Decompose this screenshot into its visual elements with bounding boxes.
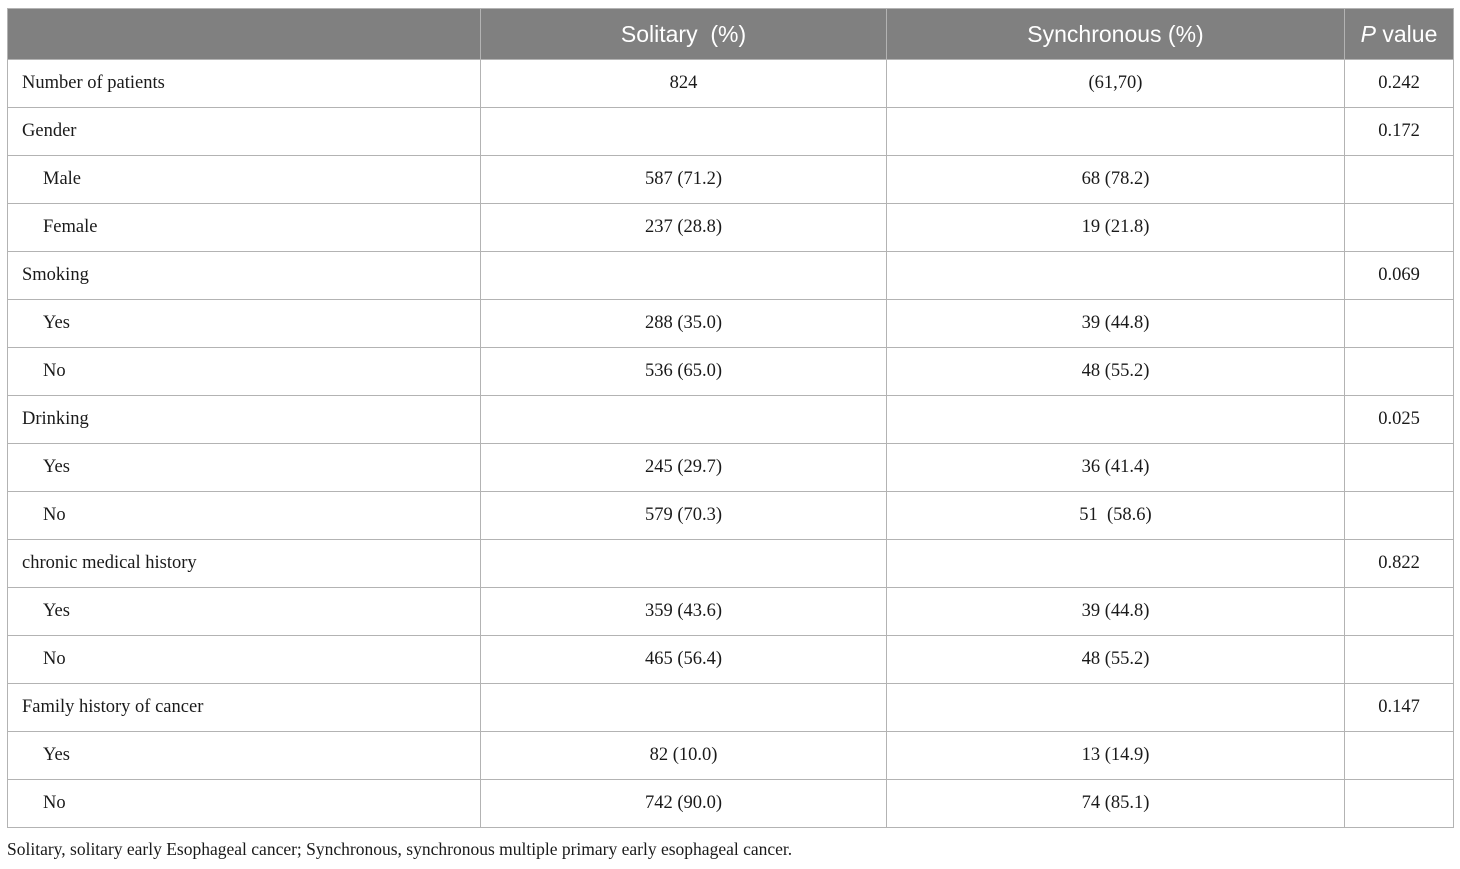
synchronous-value: 39 (44.8): [887, 588, 1345, 636]
p-value: [1345, 588, 1454, 636]
table-row: [8, 636, 1454, 684]
table-header: [8, 9, 1454, 60]
row-label: Drinking: [8, 396, 481, 444]
solitary-value: 579 (70.3): [481, 492, 887, 540]
solitary-value: 359 (43.6): [481, 588, 887, 636]
table-container: [7, 8, 1453, 860]
row-label: Family history of cancer: [8, 684, 481, 732]
table-row: [8, 684, 1454, 732]
synchronous-value: [887, 540, 1345, 588]
p-value: 0.822: [1345, 540, 1454, 588]
row-label: Female: [8, 204, 481, 252]
p-value: [1345, 780, 1454, 828]
table-body: [8, 60, 1454, 828]
solitary-value: 237 (28.8): [481, 204, 887, 252]
solitary-value: [481, 684, 887, 732]
p-value: 0.242: [1345, 60, 1454, 108]
p-value: [1345, 732, 1454, 780]
solitary-value: [481, 540, 887, 588]
synchronous-value: 39 (44.8): [887, 300, 1345, 348]
table-row: [8, 732, 1454, 780]
p-value: 0.069: [1345, 252, 1454, 300]
row-label: Yes: [8, 732, 481, 780]
p-value: 0.147: [1345, 684, 1454, 732]
row-label: Yes: [8, 300, 481, 348]
p-value: 0.172: [1345, 108, 1454, 156]
solitary-value: [481, 108, 887, 156]
row-label: No: [8, 348, 481, 396]
row-label: Yes: [8, 444, 481, 492]
synchronous-value: (61,70): [887, 60, 1345, 108]
header-synchronous: Synchronous (%): [887, 9, 1345, 60]
table-row: [8, 300, 1454, 348]
table-row: [8, 396, 1454, 444]
header-p-value: [1345, 9, 1454, 60]
header-row: [8, 9, 1454, 60]
header-p-suffix: value: [1375, 20, 1438, 47]
table-row: [8, 204, 1454, 252]
synchronous-value: 68 (78.2): [887, 156, 1345, 204]
p-value: [1345, 348, 1454, 396]
table-row: [8, 252, 1454, 300]
table-footnote: Solitary, solitary early Esophageal cancer; Synchronous, synchronous multiple primary early esophageal cancer.: [7, 839, 793, 859]
row-label: Smoking: [8, 252, 481, 300]
solitary-value: 824: [481, 60, 887, 108]
p-value: [1345, 156, 1454, 204]
row-label: Yes: [8, 588, 481, 636]
table-row: [8, 60, 1454, 108]
header-variable: [8, 9, 481, 60]
solitary-value: [481, 252, 887, 300]
table-row: [8, 108, 1454, 156]
patient-characteristics-table: [7, 8, 1454, 828]
synchronous-value: 48 (55.2): [887, 348, 1345, 396]
table-row: [8, 444, 1454, 492]
solitary-value: 587 (71.2): [481, 156, 887, 204]
synchronous-value: 19 (21.8): [887, 204, 1345, 252]
table-row: [8, 780, 1454, 828]
p-value: [1345, 204, 1454, 252]
synchronous-value: [887, 252, 1345, 300]
header-solitary: Solitary (%): [481, 9, 887, 60]
p-value: [1345, 444, 1454, 492]
row-label: No: [8, 492, 481, 540]
table-row: [8, 588, 1454, 636]
solitary-value: 82 (10.0): [481, 732, 887, 780]
row-label: chronic medical history: [8, 540, 481, 588]
synchronous-value: [887, 108, 1345, 156]
p-value: [1345, 636, 1454, 684]
synchronous-value: [887, 396, 1345, 444]
solitary-value: 245 (29.7): [481, 444, 887, 492]
solitary-value: 742 (90.0): [481, 780, 887, 828]
synchronous-value: 48 (55.2): [887, 636, 1345, 684]
synchronous-value: 51 (58.6): [887, 492, 1345, 540]
table-row: [8, 492, 1454, 540]
solitary-value: 536 (65.0): [481, 348, 887, 396]
synchronous-value: 36 (41.4): [887, 444, 1345, 492]
synchronous-value: 13 (14.9): [887, 732, 1345, 780]
row-label: Gender: [8, 108, 481, 156]
p-value: [1345, 492, 1454, 540]
p-value: [1345, 300, 1454, 348]
p-value: 0.025: [1345, 396, 1454, 444]
row-label: Male: [8, 156, 481, 204]
table-row: [8, 156, 1454, 204]
table-row: [8, 348, 1454, 396]
header-p-letter: P: [1360, 20, 1376, 47]
solitary-value: 465 (56.4): [481, 636, 887, 684]
row-label: No: [8, 636, 481, 684]
synchronous-value: 74 (85.1): [887, 780, 1345, 828]
row-label: No: [8, 780, 481, 828]
solitary-value: 288 (35.0): [481, 300, 887, 348]
row-label: Number of patients: [8, 60, 481, 108]
table-row: [8, 540, 1454, 588]
solitary-value: [481, 396, 887, 444]
synchronous-value: [887, 684, 1345, 732]
